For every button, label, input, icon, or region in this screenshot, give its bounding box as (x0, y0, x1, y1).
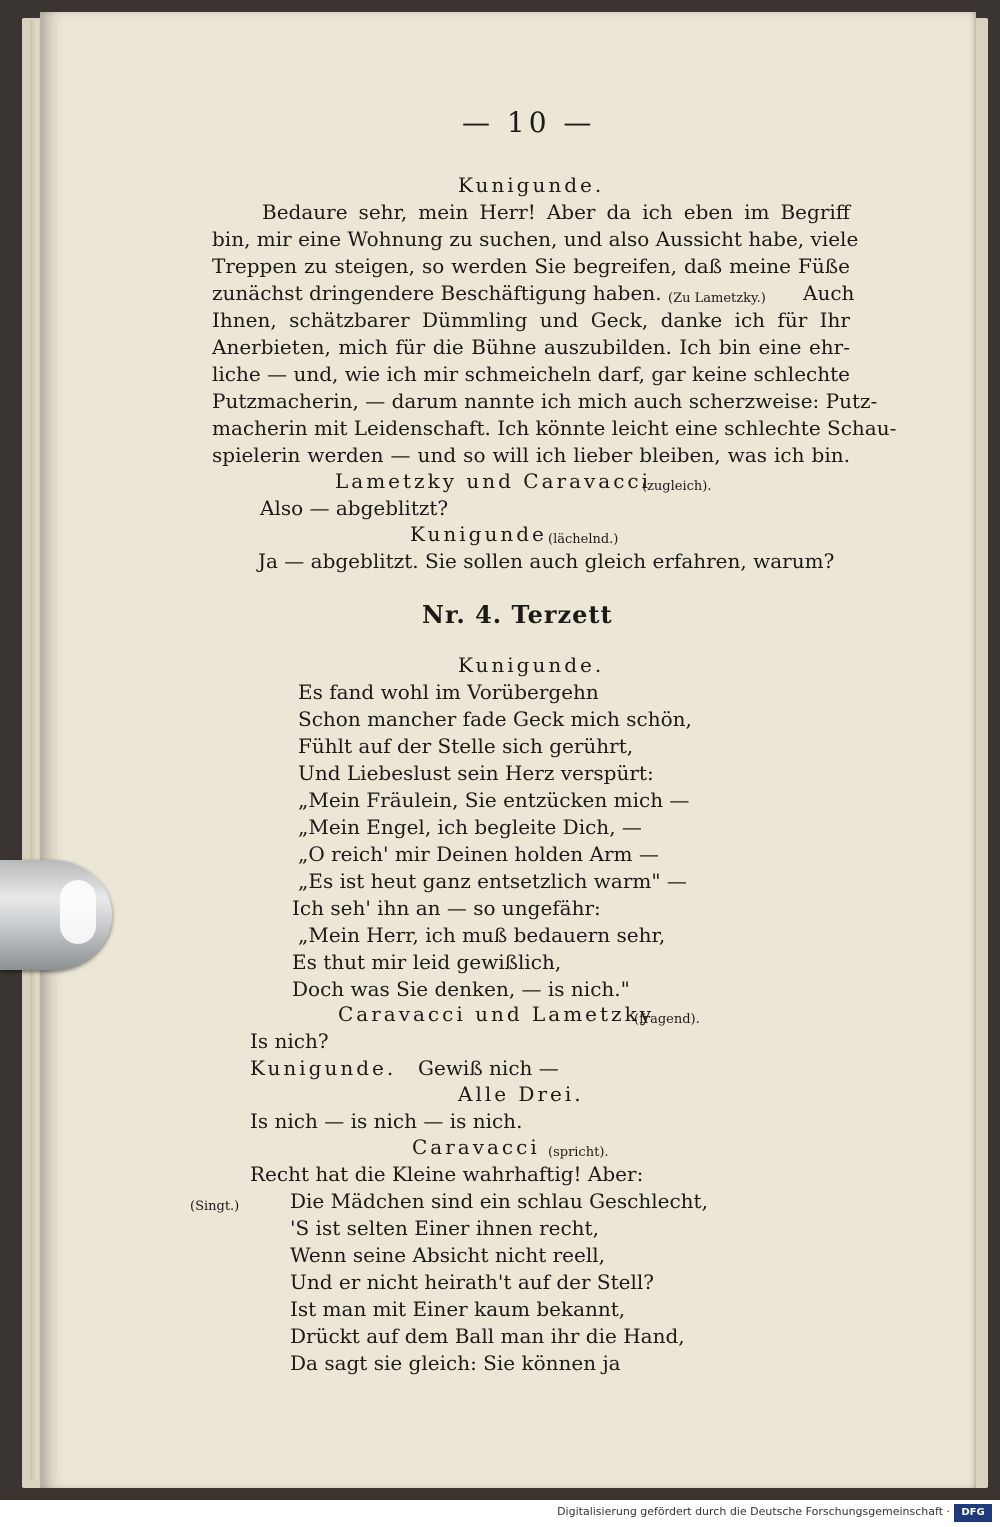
verse-line: „O reich' mir Deinen holden Arm — (298, 842, 659, 866)
verse-line: Und er nicht heirath't auf der Stell? (290, 1270, 655, 1294)
verse-line: „Mein Engel, ich begleite Dich, — (298, 815, 642, 839)
verse-line: Die Mädchen sind ein schlau Geschlecht, (290, 1189, 708, 1213)
text-line: spielerin werden — und so will ich lieber bleiben, was ich bin. (212, 443, 850, 467)
text-line: Auch (803, 281, 855, 305)
speaker-name: Lametzky und Caravacci (335, 469, 652, 493)
verse-line: „Mein Herr, ich muß bedauern sehr, (298, 923, 666, 947)
dfg-logo: DFG (954, 1504, 992, 1522)
speaker-name: Kunigunde. (458, 173, 605, 197)
page-clip-highlight (60, 880, 96, 944)
text-line: Bedaure sehr, mein Herr! Aber da ich eben im Begriff (262, 200, 850, 224)
text-line: Ihnen, schätzbarer Dümmling und Geck, danke ich für Ihr (212, 308, 850, 332)
verse-line: 'S ist selten Einer ihnen recht, (290, 1216, 599, 1240)
stage-direction: (Singt.) (190, 1199, 240, 1214)
verse-line: Ist man mit Einer kaum bekannt, (290, 1297, 626, 1321)
stage-direction: (Zu Lametzky.) (668, 291, 766, 306)
verse-line: Da sagt sie gleich: Sie können ja (290, 1351, 621, 1375)
speaker-name: Alle Drei. (458, 1082, 584, 1106)
page-number: — 10 — (462, 106, 596, 139)
text-line: Putzmacherin, — darum nannte ich mich auch scherzweise: Putz- (212, 389, 878, 413)
verse-line: Fühlt auf der Stelle sich gerührt, (298, 734, 634, 758)
text-line: Ja — abgeblitzt. Sie sollen auch gleich erfahren, warum? (258, 549, 835, 573)
speaker-name: Kunigunde. (250, 1056, 397, 1080)
text-line: macherin mit Leidenschaft. Ich könnte leicht eine schlechte Schau- (212, 416, 897, 440)
text-line: zunächst dringendere Beschäftigung haben. (212, 281, 662, 305)
text-line: liche — und, wie ich mir schmeicheln darf, gar keine schlechte (212, 362, 850, 386)
stage-direction: (fragend). (634, 1012, 700, 1027)
text-line: Recht hat die Kleine wahrhaftig! Aber: (250, 1162, 644, 1186)
verse-line: Es thut mir leid gewißlich, (292, 950, 562, 974)
funding-credit: Digitalisierung gefördert durch die Deutsche Forschungsgemeinschaft · (557, 1505, 950, 1518)
speaker-name: Kunigunde (410, 522, 547, 546)
text-line: Gewiß nich — (418, 1056, 559, 1080)
text-line: Also — abgeblitzt? (260, 496, 449, 520)
verse-line: Doch was Sie denken, — is nich." (292, 977, 630, 1001)
verse-line: Es fand wohl im Vorübergehn (298, 680, 599, 704)
text-line: Anerbieten, mich für die Bühne auszubilden. Ich bin eine ehr- (212, 335, 850, 359)
verse-line: Ich seh' ihn an — so ungefähr: (292, 896, 601, 920)
stage-direction: (spricht). (548, 1145, 609, 1160)
text-line: bin, mir eine Wohnung zu suchen, und also Aussicht habe, viele (212, 227, 859, 251)
verse-line: Und Liebeslust sein Herz verspürt: (298, 761, 654, 785)
section-heading: Nr. 4. Terzett (422, 600, 613, 629)
verse-line: „Mein Fräulein, Sie entzücken mich — (298, 788, 690, 812)
stage-direction: (lächelnd.) (548, 532, 619, 547)
text-line: Treppen zu steigen, so werden Sie begreifen, daß meine Füße (212, 254, 850, 278)
verse-line: Wenn seine Absicht nicht reell, (290, 1243, 605, 1267)
speaker-name: Kunigunde. (458, 653, 605, 677)
verse-line: „Es ist heut ganz entsetzlich warm" — (298, 869, 687, 893)
speaker-name: Caravacci (412, 1135, 540, 1159)
speaker-name: Caravacci und Lametzky (338, 1002, 655, 1026)
verse-line: Schon mancher fade Geck mich schön, (298, 707, 692, 731)
footer-bar (0, 1500, 1000, 1527)
stage-direction: (zugleich). (642, 479, 712, 494)
text-line: Is nich? (250, 1029, 329, 1053)
text-line: Is nich — is nich — is nich. (250, 1109, 523, 1133)
verse-line: Drückt auf dem Ball man ihr die Hand, (290, 1324, 685, 1348)
